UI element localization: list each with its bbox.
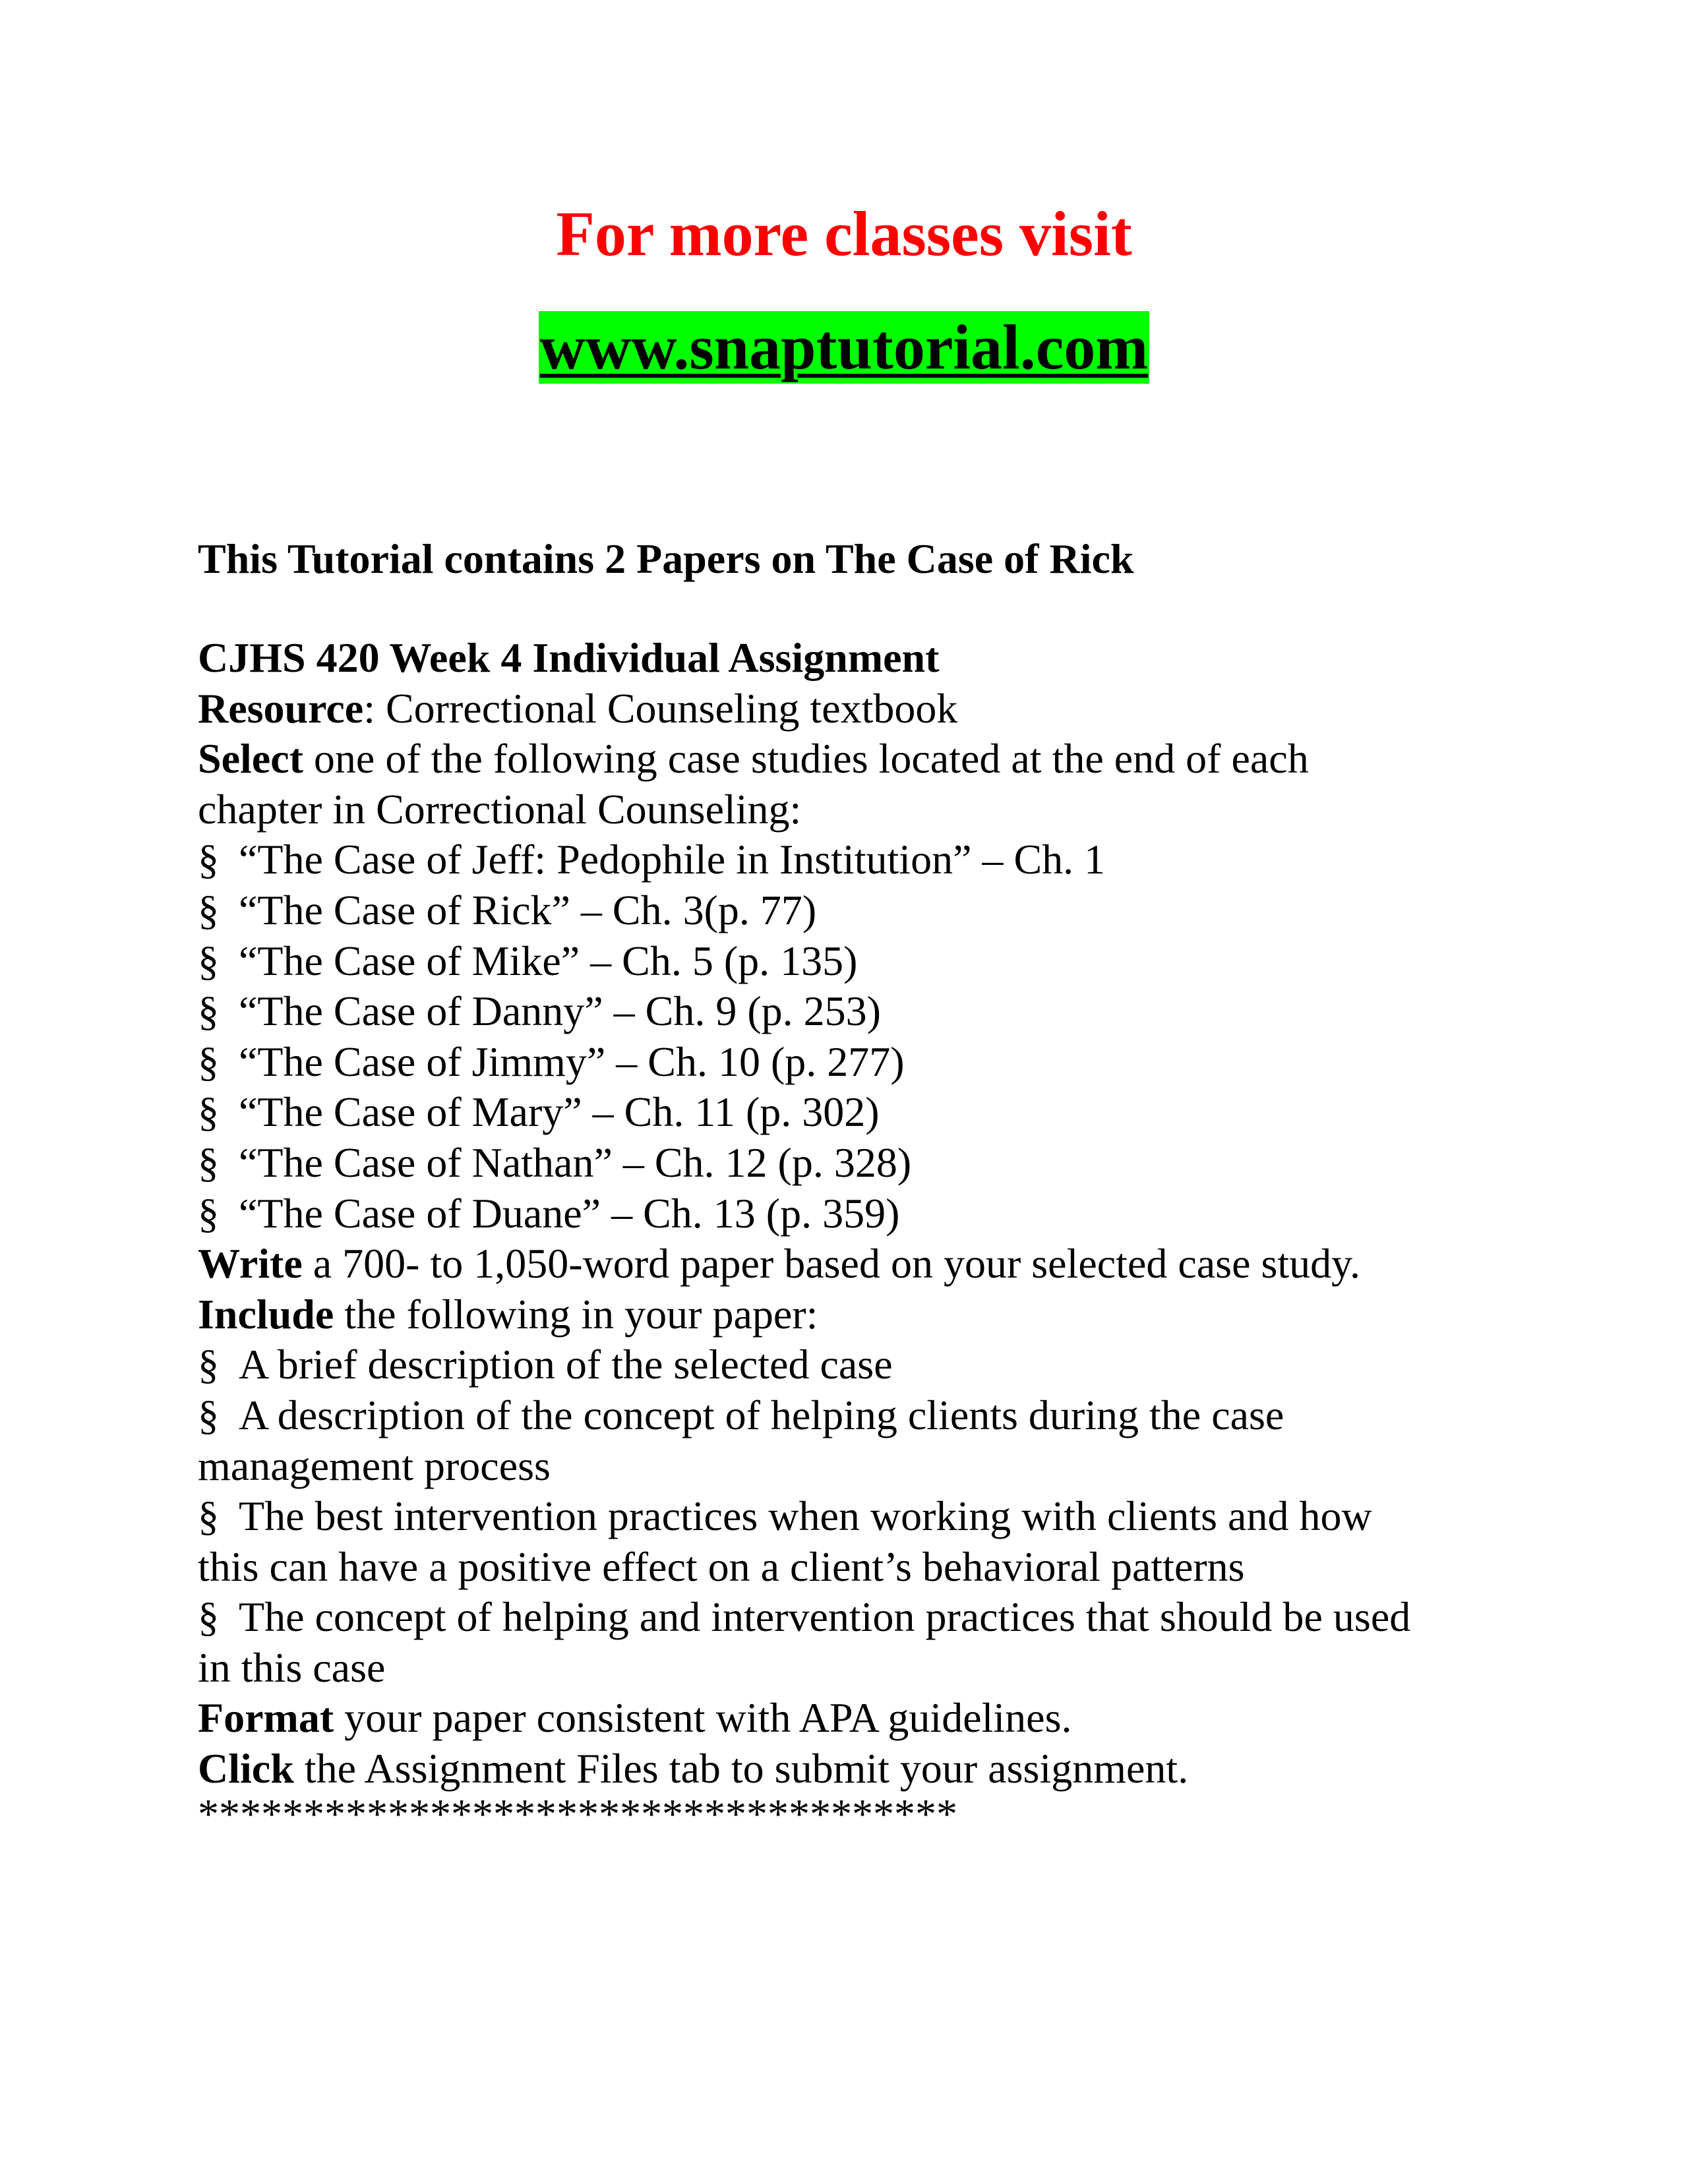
include-item-cont: management process [198, 1442, 551, 1489]
case-text: “The Case of Duane” – Ch. 13 (p. 359) [239, 1189, 900, 1237]
bullet-symbol: § [198, 1088, 219, 1136]
click-label: Click [198, 1745, 294, 1792]
case-text: “The Case of Nathan” – Ch. 12 (p. 328) [239, 1138, 912, 1186]
select-line-cont: chapter in Correctional Counseling: [198, 785, 802, 833]
write-line [198, 1239, 1517, 1289]
case-item [198, 835, 1517, 885]
resource-label: Resource [198, 684, 364, 732]
include-item-text: The concept of helping and intervention practices that should be used [239, 1593, 1411, 1641]
assignment-body [198, 633, 1517, 1837]
click-text: the Assignment Files tab to submit your assignment. [293, 1745, 1189, 1792]
select-label: Select [198, 735, 303, 782]
include-line [198, 1289, 1517, 1340]
case-text: “The Case of Danny” – Ch. 9 (p. 253) [239, 988, 881, 1035]
bullet-symbol: § [198, 886, 219, 933]
resource-text: : Correctional Counseling textbook [363, 684, 958, 732]
format-text: your paper consistent with APA guidelines. [334, 1694, 1072, 1742]
click-line [198, 1744, 1517, 1794]
separator-stars: ************************************ [198, 1790, 957, 1837]
include-item-cont: this can have a positive effect on a client’s behavioral patterns [198, 1543, 1245, 1590]
include-item [198, 1340, 1517, 1390]
write-text: a 700- to 1,050-word paper based on your selected case study. [302, 1240, 1360, 1287]
bullet-symbol: § [198, 1138, 219, 1186]
case-text: “The Case of Jeff: Pedophile in Institution” – Ch. 1 [239, 836, 1106, 883]
write-label: Write [198, 1240, 303, 1287]
case-text: “The Case of Jimmy” – Ch. 10 (p. 277) [239, 1038, 905, 1085]
include-item [198, 1390, 1517, 1441]
tutorial-intro: This Tutorial contains 2 Papers on The Case of Rick [198, 535, 1134, 582]
promo-link[interactable]: www.snaptutorial.com [539, 312, 1149, 382]
include-item-cont: in this case [198, 1643, 386, 1691]
case-item [198, 1087, 1517, 1138]
bullet-symbol: § [198, 1593, 219, 1641]
resource-line [198, 684, 1517, 734]
select-line [198, 734, 1517, 784]
case-item [198, 1037, 1517, 1088]
bullet-symbol: § [198, 1391, 219, 1438]
bullet-symbol: § [198, 1189, 219, 1237]
format-label: Format [198, 1694, 334, 1742]
include-text: the following in your paper: [334, 1290, 818, 1338]
case-item [198, 936, 1517, 987]
bullet-symbol: § [198, 1038, 219, 1085]
case-item [198, 885, 1517, 936]
bullet-symbol: § [198, 1492, 219, 1540]
promo-title: For more classes visit [556, 198, 1132, 269]
case-item [198, 1138, 1517, 1189]
include-item-text: A description of the concept of helping clients during the case [239, 1391, 1284, 1438]
case-item [198, 1189, 1517, 1239]
case-text: “The Case of Mary” – Ch. 11 (p. 302) [239, 1088, 880, 1136]
bullet-symbol: § [198, 836, 219, 883]
include-item-text: A brief description of the selected case [239, 1341, 893, 1388]
case-text: “The Case of Mike” – Ch. 5 (p. 135) [239, 937, 858, 984]
promo-link-wrap [0, 311, 1688, 402]
include-item [198, 1491, 1517, 1542]
bullet-symbol: § [198, 1341, 219, 1388]
include-label: Include [198, 1290, 334, 1338]
format-line [198, 1693, 1517, 1744]
include-item [198, 1592, 1517, 1643]
bullet-symbol: § [198, 988, 219, 1035]
assignment-heading: CJHS 420 Week 4 Individual Assignment [198, 634, 940, 681]
include-item-text: The best intervention practices when working with clients and how [239, 1492, 1372, 1540]
case-item [198, 986, 1517, 1037]
bullet-symbol: § [198, 937, 219, 984]
select-text: one of the following case studies located at the end of each [303, 735, 1309, 782]
case-text: “The Case of Rick” – Ch. 3(p. 77) [239, 886, 817, 933]
